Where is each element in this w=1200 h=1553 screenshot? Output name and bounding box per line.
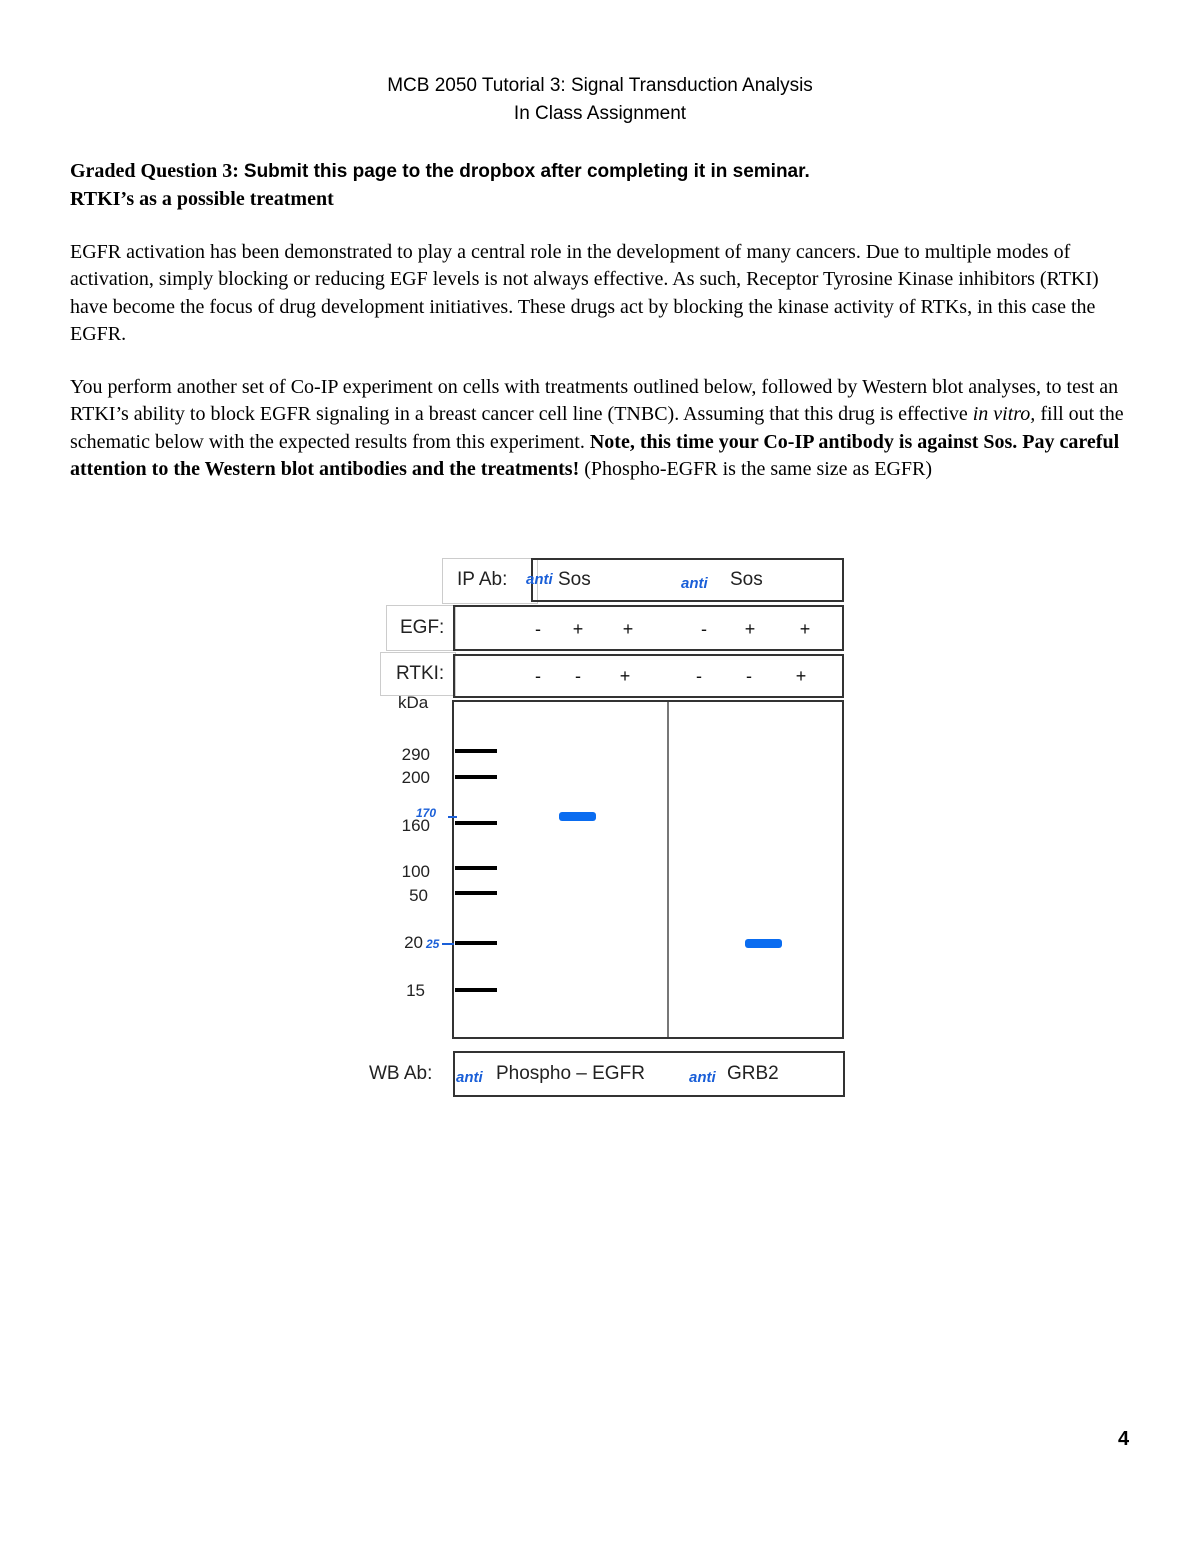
experiment-text-2: fill out the schematic below with the expected results from this experiment. xyxy=(70,403,1124,453)
kda-label: kDa xyxy=(398,693,429,712)
rtki-lane-5: - xyxy=(746,666,752,686)
wb-right-anti-annotation: anti xyxy=(689,1069,716,1086)
marker-290-band xyxy=(455,749,497,753)
wb-left-antibody: Phospho – EGFR xyxy=(496,1063,645,1084)
handwritten-25-mark: 25 xyxy=(426,937,440,951)
phospho-egfr-band xyxy=(559,812,596,821)
experiment-note: Note, this time your Co-IP antibody is against Sos. Pay careful attention to the Western blot antibodies and the treatments! xyxy=(70,430,1120,480)
ip-right-anti-annotation: anti xyxy=(681,575,708,592)
grb2-band xyxy=(745,939,782,948)
marker-200-band xyxy=(455,775,497,779)
rtki-lane-1: - xyxy=(535,666,541,686)
document-subtitle: In Class Assignment xyxy=(513,103,687,124)
wb-right-antibody: GRB2 xyxy=(727,1063,779,1084)
experiment-italic: in vitro, xyxy=(972,403,1036,426)
page-number: 4 xyxy=(1118,1428,1130,1450)
handwritten-25-dash xyxy=(442,943,454,945)
marker-160-label: 160 xyxy=(401,816,430,835)
marker-20-band xyxy=(455,941,497,945)
marker-15-band xyxy=(455,988,497,992)
wb-label: WB Ab: xyxy=(369,1063,433,1084)
marker-100-band xyxy=(455,866,497,870)
egf-lane-1: - xyxy=(535,619,541,639)
rtki-lane-6: + xyxy=(795,666,807,686)
intro-paragraph: EGFR activation has been demonstrated to play a central role in the development of many cancers. Due to multiple modes of activation, simply blocking or reducing EGF levels is not always effective. As such, Receptor Tyrosine Kinase inhibitors (RTKI) have become the focus of drug development initiatives. These drugs act by blocking the kinase activity of RTKs, in this case the EGFR. xyxy=(70,241,1099,345)
egf-lane-2: + xyxy=(572,619,584,639)
egf-lane-4: - xyxy=(701,619,707,639)
marker-15-label: 15 xyxy=(406,981,425,1000)
document-title: MCB 2050 Tutorial 3: Signal Transduction Analysis xyxy=(387,75,813,96)
handwritten-170-mark: 170 xyxy=(416,806,437,820)
egf-lane-3: + xyxy=(622,619,634,639)
marker-50-label: 50 xyxy=(409,886,428,905)
ip-left-anti-annotation: anti xyxy=(526,571,553,588)
question-number: Graded Question 3: xyxy=(70,160,239,182)
blot-divider xyxy=(667,702,669,1037)
egf-treatment-box xyxy=(453,605,844,651)
handwritten-170-dash xyxy=(448,816,457,818)
blot-membrane xyxy=(452,700,844,1039)
egf-lane-6: + xyxy=(799,619,811,639)
marker-20-label: 20 xyxy=(404,933,423,952)
wb-left-anti-annotation: anti xyxy=(456,1069,483,1086)
question-heading xyxy=(70,157,810,186)
egf-label: EGF: xyxy=(400,617,445,638)
question-instruction: Submit this page to the dropbox after completing it in seminar. xyxy=(243,161,810,182)
marker-200-label: 200 xyxy=(401,768,430,787)
marker-100-label: 100 xyxy=(401,862,430,881)
experiment-text-3: (Phospho-EGFR is the same size as EGFR) xyxy=(579,457,933,480)
ip-right-antibody: Sos xyxy=(730,569,763,590)
rtki-treatment-box xyxy=(453,654,844,698)
marker-160-band xyxy=(455,821,497,825)
ip-left-antibody: Sos xyxy=(558,569,591,590)
question-subheading: RTKI’s as a possible treatment xyxy=(70,188,334,210)
marker-290-label: 290 xyxy=(401,745,430,764)
rtki-lane-2: - xyxy=(575,666,581,686)
rtki-lane-4: - xyxy=(696,666,702,686)
marker-50-band xyxy=(455,891,497,895)
egf-lane-5: + xyxy=(744,619,756,639)
rtki-label: RTKI: xyxy=(396,663,445,684)
experiment-text-1: You perform another set of Co-IP experiment on cells with treatments outlined below, followed by Western blot analyses, to test an RTKI’s ability to block EGFR signaling in a breast cancer cell line (TNBC). Assuming that this drug is effective xyxy=(70,376,1119,426)
experiment-paragraph xyxy=(70,374,1140,483)
ip-label: IP Ab: xyxy=(457,569,508,590)
rtki-lane-3: + xyxy=(619,666,631,686)
